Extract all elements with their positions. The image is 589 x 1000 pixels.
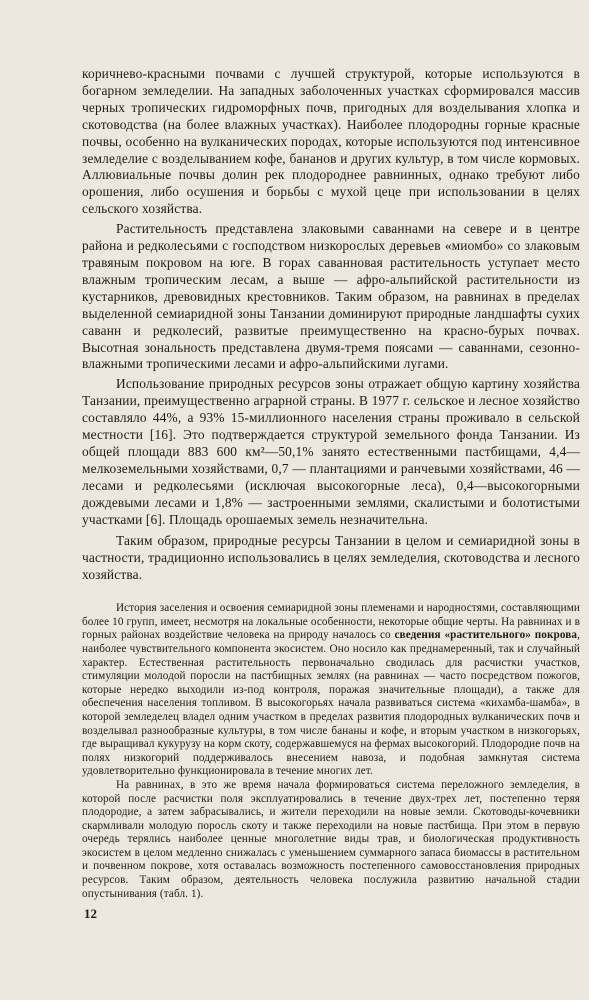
paragraph-fallow-farming: На равнинах, в это же время начала формироваться система переложного земледелия, в которой после расчистки поля эксплуатировались в течение двух-трех лет, постепенно теряя плодородие, а затем забрасывались, и жители переходили на новые земли. Скотоводы-кочевники скармливали молодую поросль скоту и также переходили на новые пастбища. При этом в первую очередь терялись наиболее ценные многолетние виды трав, и биологическая продуктивность экосистем в целом медленно снижалась с уменьшением суммарного запаса биомассы в растительном и почвенном покрове, хотя оставалась возможность постепенного самовосстановления природных ресурсов. Таким образом, деятельность человека послужила развитию начальной стадии опустынивания (табл. 1). [82,778,580,900]
page-number: 12 [84,906,97,921]
settlement-history-bold: сведения «растительного» покрова [394,629,578,642]
settlement-history-text-b: , наиболее чувствительного компонента экосистем. Оно носило как преднамеренный, так и случайный характер. Естественная растительность первоначально сводилась для расчистки участков, стимуляции молодой поросли на пастбищных землях (на равнинах — часто посредством пожогов, которые нередко выходили из-под контроля, поражая значительные площади), а также для обеспечения населения топливом. В высокогорьях начала развиваться система «кихамба-шамба», в которой земледелец владел одним участком в пределах развития плодородных вулканических почв и возделывал разнообразные культуры, в том числе бананы и кофе, и вторым участком в низкогорьях, где выращивал кукурузу на корм скоту, содержавшемуся на фермах высокогорий. Плодородие почв на полях низкогорий поддерживалось внесением навоза, и подобная замкнутая система удовлетворительно функционировала в течение многих лет. [82,629,580,778]
paragraph-resource-use: Использование природных ресурсов зоны отражает общую картину хозяйства Танзании, преимущественно аграрной страны. В 1977 г. сельское и лесное хозяйство составляло 44%, а 93% 15-миллионного населения страны проживало в сельской местности [16]. Это подтверждается структурой земельного фонда Танзании. Из общей площади 883 600 км²—50,1% занято естественными пастбищами, 4,4—мелкоземельными хозяйствами, 0,7 — плантациями и ранчевыми хозяйствами, 46 — лесами и редколесьями (исключая высокогорные леса), 0,4—высокогорными дождевыми лесами и 1,8% — застроенными землями, скалистыми и болотистыми участками [6]. Площадь орошаемых земель незначительна. [82,376,580,527]
settlement-history-text-a: История заселения и освоения семиаридной зоны племенами и народностями, составляющими более 10 групп, имеет, несмотря на локальные особенности, некоторые общие черты. На равнинах и в горных районах воздействие человека на природу началось со [82,602,580,642]
paragraph-vegetation: Растительность представлена злаковыми саваннами на севере и в центре района и редколесьями с господством низкорослых деревьев «миомбо» со злаковым травяным покровом на юге. В горах саванновая растительность уступает место влажным тропическим лесам, а выше — афро-альпийской растительности из кустарников, древовидных крестовников. Таким образом, на равнинах в пределах выделенной семиаридной зоны Танзании доминируют природные ландшафты сухих саванн и редколесий, развитые преимущественно на красно-бурых почвах. Высотная зональность представлена двумя-тремя поясами — саваннами, сезонно-влажными тропическими лесами и афро-альпийскими лугами. [82,221,580,372]
text-column [82,66,580,901]
paragraph-conclusion: Таким образом, природные ресурсы Танзании в целом и семиаридной зоны в частности, традиционно использовались в целях земледелия, скотоводства и лесного хозяйства. [82,533,580,583]
paragraph-settlement-history [82,602,580,779]
paragraph-soils-continued: коричнево-красными почвами с лучшей структурой, которые используются в богарном земледелии. На западных заболоченных участках сформировался массив черных тропических гидроморфных почв, пригодных для возделывания хлопка и скотоводства (на более влажных участках). Наиболее плодородны горные красные почвы, особенно на вулканических породах, которые используются под интенсивное земледелие с возделыванием кофе, бананов и других культур, в том числе кормовых. Аллювиальные почвы долин рек плодороднее равнинных, однако требуют либо орошения, либо осушения и борьбы с мухой цеце при использовании в целях сельского хозяйства. [82,66,580,217]
